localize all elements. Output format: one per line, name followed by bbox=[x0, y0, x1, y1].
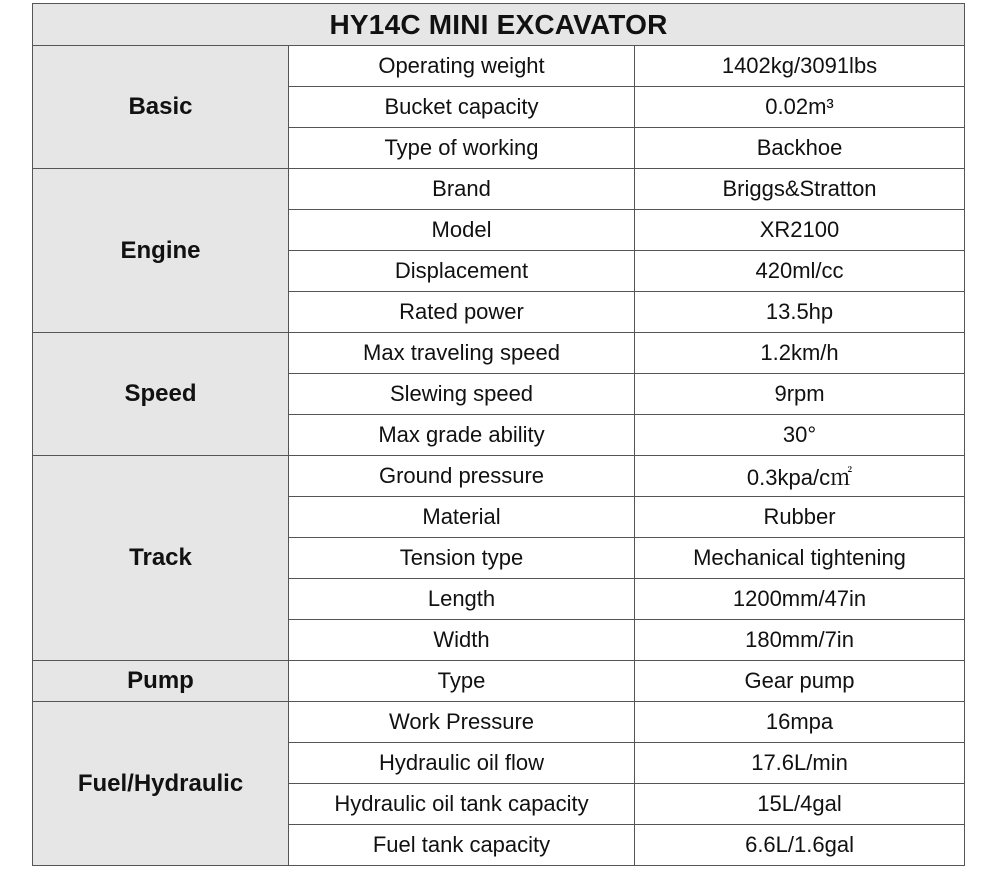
table-row bbox=[33, 702, 965, 743]
param-name: Hydraulic oil tank capacity bbox=[289, 784, 635, 825]
table-row bbox=[33, 333, 965, 374]
param-value: 13.5hp bbox=[635, 292, 965, 333]
table-row bbox=[33, 169, 965, 210]
param-name: Material bbox=[289, 497, 635, 538]
param-value: 1.2km/h bbox=[635, 333, 965, 374]
param-name: Width bbox=[289, 620, 635, 661]
param-value: Gear pump bbox=[635, 661, 965, 702]
param-name: Max traveling speed bbox=[289, 333, 635, 374]
param-value: 0.02m³ bbox=[635, 87, 965, 128]
param-value: 15L/4gal bbox=[635, 784, 965, 825]
param-name: Type bbox=[289, 661, 635, 702]
param-name: Type of working bbox=[289, 128, 635, 169]
group-label: Engine bbox=[33, 169, 289, 333]
param-name: Fuel tank capacity bbox=[289, 825, 635, 866]
param-value: 420ml/cc bbox=[635, 251, 965, 292]
param-name: Work Pressure bbox=[289, 702, 635, 743]
param-value: 17.6L/min bbox=[635, 743, 965, 784]
param-name: Hydraulic oil flow bbox=[289, 743, 635, 784]
param-value: XR2100 bbox=[635, 210, 965, 251]
param-name: Brand bbox=[289, 169, 635, 210]
param-value: 0.3kpa/c㎡ bbox=[635, 456, 965, 497]
param-name: Displacement bbox=[289, 251, 635, 292]
group-label: Pump bbox=[33, 661, 289, 702]
param-name: Ground pressure bbox=[289, 456, 635, 497]
group-label: Fuel/Hydraulic bbox=[33, 702, 289, 866]
param-name: Rated power bbox=[289, 292, 635, 333]
spec-body bbox=[33, 46, 965, 866]
param-name: Tension type bbox=[289, 538, 635, 579]
param-name: Model bbox=[289, 210, 635, 251]
group-label: Track bbox=[33, 456, 289, 661]
group-label: Speed bbox=[33, 333, 289, 456]
param-value: 1200mm/47in bbox=[635, 579, 965, 620]
param-name: Max grade ability bbox=[289, 415, 635, 456]
param-value: Briggs&Stratton bbox=[635, 169, 965, 210]
param-value: 6.6L/1.6gal bbox=[635, 825, 965, 866]
param-name: Length bbox=[289, 579, 635, 620]
table-row bbox=[33, 46, 965, 87]
param-value: 1402kg/3091lbs bbox=[635, 46, 965, 87]
table-row bbox=[33, 456, 965, 497]
table-title: HY14C MINI EXCAVATOR bbox=[33, 4, 965, 46]
param-name: Bucket capacity bbox=[289, 87, 635, 128]
spec-table bbox=[32, 3, 965, 866]
param-value: 180mm/7in bbox=[635, 620, 965, 661]
param-value: Rubber bbox=[635, 497, 965, 538]
param-name: Operating weight bbox=[289, 46, 635, 87]
table-row bbox=[33, 661, 965, 702]
param-value: 9rpm bbox=[635, 374, 965, 415]
param-value: Backhoe bbox=[635, 128, 965, 169]
param-name: Slewing speed bbox=[289, 374, 635, 415]
group-label: Basic bbox=[33, 46, 289, 169]
param-value: Mechanical tightening bbox=[635, 538, 965, 579]
title-row bbox=[33, 4, 965, 46]
param-value: 16mpa bbox=[635, 702, 965, 743]
param-value: 30° bbox=[635, 415, 965, 456]
